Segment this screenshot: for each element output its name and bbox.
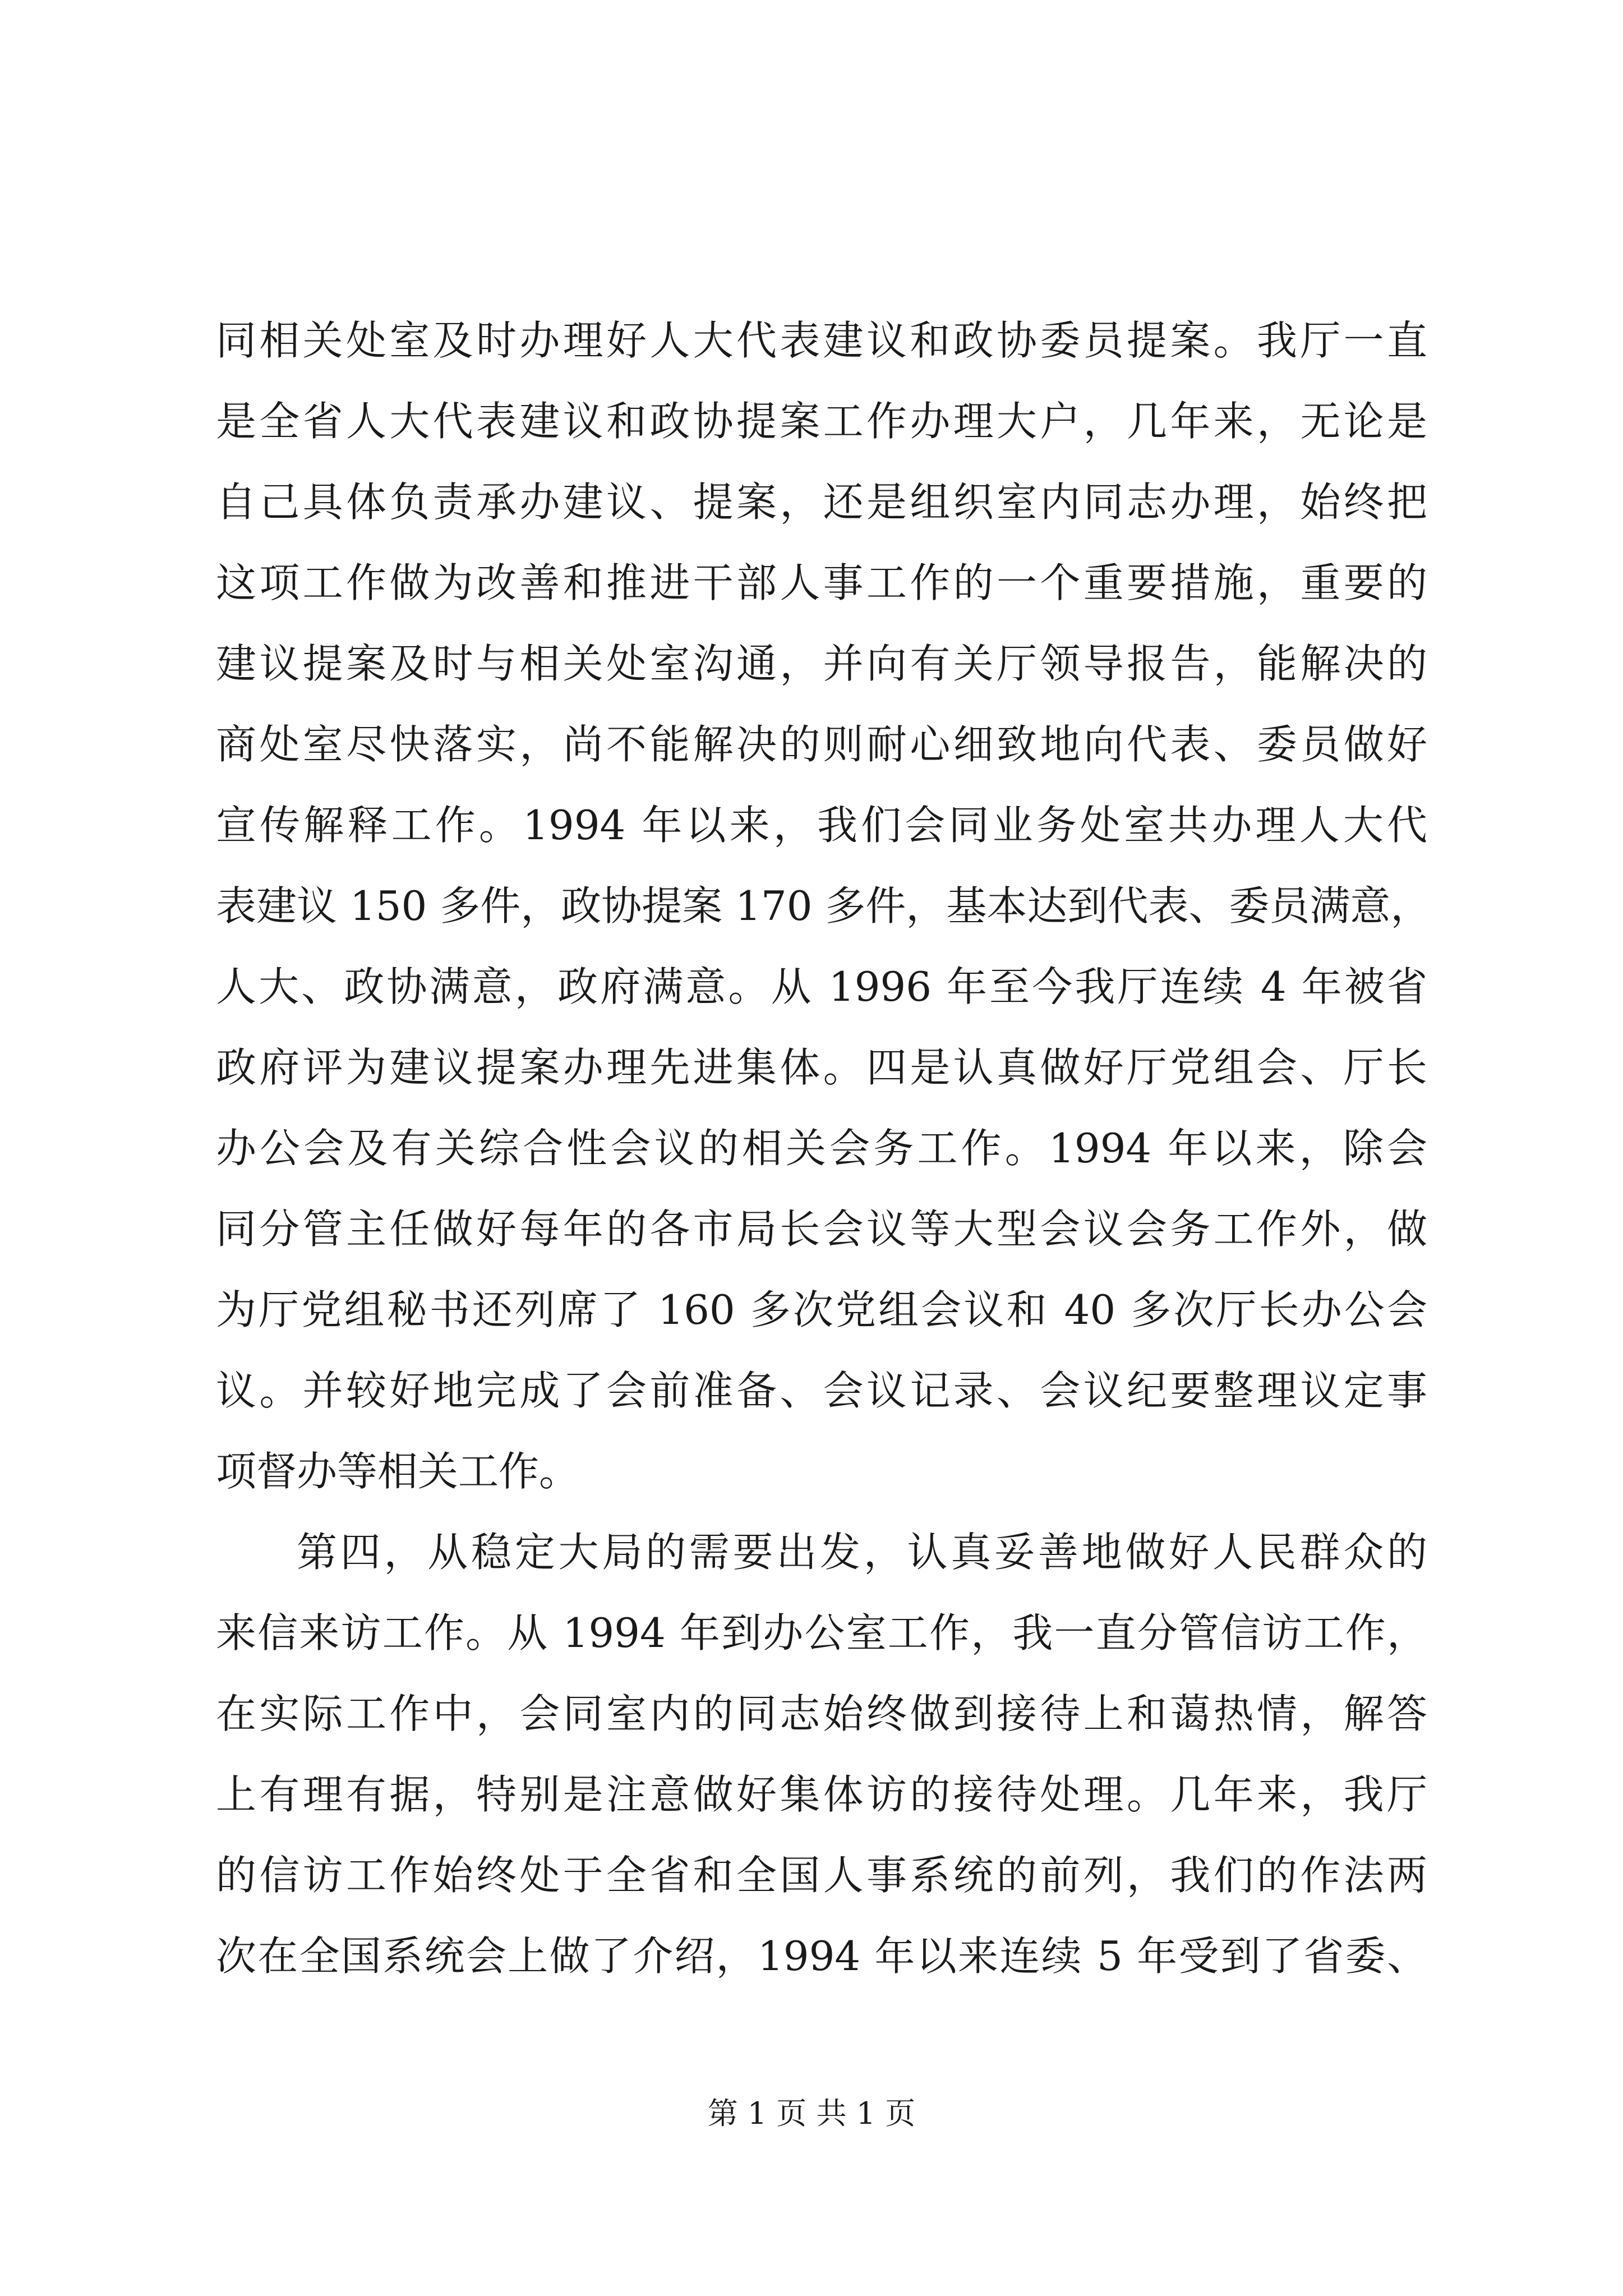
text-line: 建议提案及时与相关处室沟通，并向有关厅领导报告，能解决的 (216, 640, 1427, 687)
text-line: 这项工作做为改善和推进干部人事工作的一个重要措施，重要的 (216, 559, 1427, 606)
text-line: 自己具体负责承办建议、提案，还是组织室内同志办理，始终把 (216, 478, 1427, 526)
text-line: 政府评为建议提案办理先进集体。四是认真做好厅党组会、厅长 (216, 1044, 1427, 1091)
page-footer (0, 2091, 1623, 2136)
text-line: 的信访工作始终处于全省和全国人事系统的前列，我们的作法两 (216, 1852, 1427, 1899)
text-line: 办公会及有关综合性会议的相关会务工作。1994 年以来，除会 (216, 1125, 1427, 1172)
text-line: 项督办等相关工作。 (216, 1448, 580, 1495)
text-line: 同分管主任做好每年的各市局长会议等大型会议会务工作外，做 (216, 1205, 1427, 1253)
text-line: 次在全国系统会上做了介绍，1994 年以来连续 5 年受到了省委、 (216, 1932, 1427, 1980)
text-line: 宣传解释工作。1994 年以来，我们会同业务处室共办理人大代 (216, 802, 1427, 849)
text-line: 是全省人大代表建议和政协提案工作办理大户，几年来，无论是 (216, 398, 1427, 445)
text-line: 同相关处室及时办理好人大代表建议和政协委员提案。我厅一直 (216, 317, 1427, 364)
text-line: 在实际工作中，会同室内的同志始终做到接待上和蔼热情，解答 (216, 1690, 1427, 1737)
text-line: 来信来访工作。从 1994 年到办公室工作，我一直分管信访工作， (216, 1609, 1427, 1657)
text-line: 议。并较好地完成了会前准备、会议记录、会议纪要整理议定事 (216, 1367, 1427, 1414)
document-body (216, 300, 1431, 1996)
paragraph-first-line: 第四，从稳定大局的需要出发，认真妥善地做好人民群众的 (297, 1529, 1427, 1576)
text-line: 人大、政协满意，政府满意。从 1996 年至今我厅连续 4 年被省 (216, 963, 1427, 1010)
text-line: 上有理有据，特别是注意做好集体访的接待处理。几年来，我厅 (216, 1771, 1427, 1818)
page-number-label: 第 1 页 共 1 页 (707, 2096, 916, 2131)
text-line: 商处室尽快落实，尚不能解决的则耐心细致地向代表、委员做好 (216, 721, 1427, 768)
text-line: 为厅党组秘书还列席了 160 多次党组会议和 40 多次厅长办公会 (216, 1286, 1427, 1333)
text-line: 表建议 150 多件，政协提案 170 多件，基本达到代表、委员满意， (216, 882, 1431, 930)
